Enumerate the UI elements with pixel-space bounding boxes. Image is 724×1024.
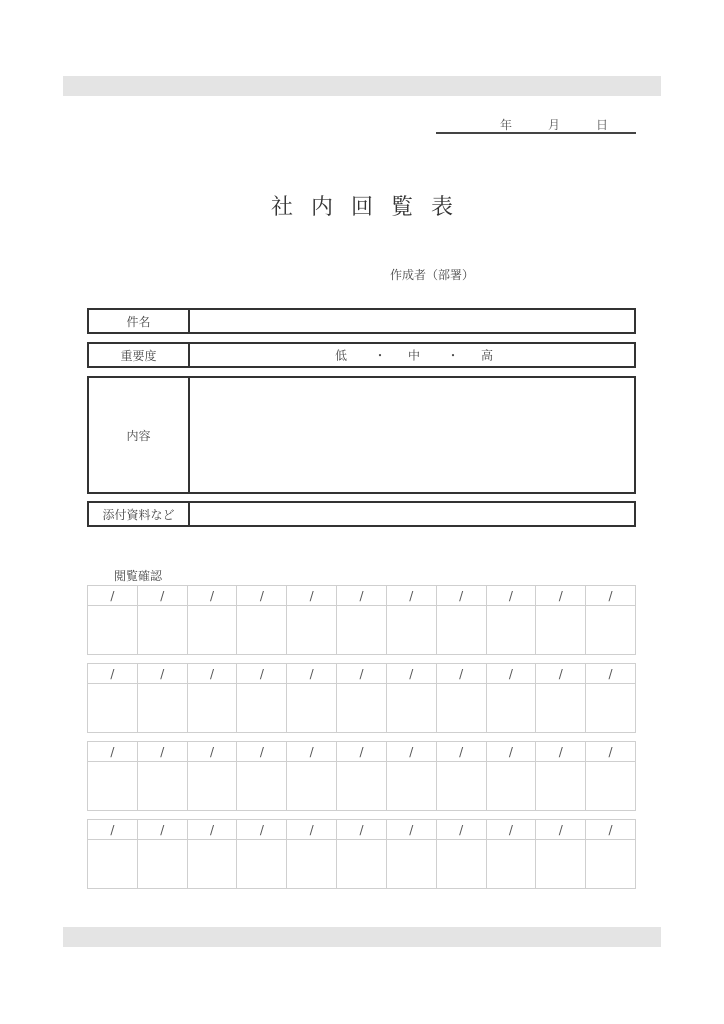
- review-date-cell[interactable]: /: [138, 586, 188, 605]
- review-sign-cell[interactable]: [88, 762, 138, 810]
- date-field[interactable]: [436, 113, 636, 134]
- review-sign-cell[interactable]: [188, 840, 238, 888]
- review-date-cell[interactable]: /: [536, 586, 586, 605]
- content-label: 内容: [89, 378, 190, 492]
- review-date-cell[interactable]: /: [337, 742, 387, 761]
- footer-band: [63, 927, 661, 947]
- attachments-label: 添付資料など: [89, 503, 190, 525]
- content-field[interactable]: [190, 378, 634, 492]
- review-sign-cell[interactable]: [536, 762, 586, 810]
- review-sign-cell[interactable]: [487, 840, 537, 888]
- review-block: [87, 585, 636, 655]
- author-label: 作成者（部署）: [390, 268, 475, 282]
- review-date-row: [88, 664, 635, 684]
- review-date-cell[interactable]: /: [608, 588, 613, 603]
- content-row: [87, 376, 636, 494]
- review-sign-cell[interactable]: [138, 840, 188, 888]
- review-sign-cell[interactable]: [437, 684, 487, 732]
- review-sign-cell[interactable]: [437, 606, 487, 654]
- review-sign-cell[interactable]: [88, 684, 138, 732]
- review-date-cell[interactable]: /: [337, 586, 387, 605]
- review-date-cell[interactable]: /: [138, 742, 188, 761]
- year-label: 年: [500, 118, 513, 132]
- review-date-cell[interactable]: /: [188, 820, 238, 839]
- review-sign-row: [88, 606, 635, 654]
- review-date-cell[interactable]: /: [487, 820, 537, 839]
- review-date-cell[interactable]: /: [608, 744, 613, 759]
- review-sign-cell[interactable]: [188, 606, 238, 654]
- review-sign-cell[interactable]: [237, 606, 287, 654]
- review-date-cell[interactable]: /: [487, 664, 537, 683]
- review-date-cell[interactable]: /: [337, 664, 387, 683]
- review-date-cell[interactable]: /: [387, 586, 437, 605]
- review-date-cell[interactable]: /: [88, 664, 138, 683]
- review-date-cell[interactable]: /: [387, 742, 437, 761]
- header-band: [63, 76, 661, 96]
- subject-field[interactable]: [190, 310, 634, 332]
- review-sign-cell[interactable]: [387, 606, 437, 654]
- page-title: 社内回覧表: [270, 195, 471, 220]
- review-sign-cell[interactable]: [88, 606, 138, 654]
- review-date-cell[interactable]: /: [387, 664, 437, 683]
- review-date-cell[interactable]: /: [188, 742, 238, 761]
- review-sign-cell[interactable]: [237, 684, 287, 732]
- review-sign-cell[interactable]: [536, 684, 586, 732]
- review-sign-cell[interactable]: [487, 606, 537, 654]
- priority-separator: ・: [447, 348, 460, 363]
- review-date-cell[interactable]: /: [536, 664, 586, 683]
- review-sign-cell[interactable]: [337, 840, 387, 888]
- review-sign-cell[interactable]: [237, 840, 287, 888]
- review-sign-cell[interactable]: [138, 606, 188, 654]
- review-sign-row: [88, 684, 635, 732]
- review-date-cell[interactable]: /: [188, 586, 238, 605]
- review-sign-cell[interactable]: [586, 762, 635, 810]
- review-sign-cell[interactable]: [287, 762, 337, 810]
- review-sign-cell[interactable]: [536, 840, 586, 888]
- review-date-cell[interactable]: /: [437, 664, 487, 683]
- review-date-cell[interactable]: /: [138, 664, 188, 683]
- priority-medium[interactable]: 中: [408, 348, 421, 363]
- review-date-cell[interactable]: /: [608, 666, 613, 681]
- priority-label: 重要度: [89, 344, 190, 366]
- review-date-cell[interactable]: /: [387, 820, 437, 839]
- review-date-cell[interactable]: /: [536, 742, 586, 761]
- review-sign-cell[interactable]: [337, 762, 387, 810]
- review-sign-cell[interactable]: [287, 684, 337, 732]
- review-sign-cell[interactable]: [287, 840, 337, 888]
- review-date-cell[interactable]: /: [437, 742, 487, 761]
- priority-row: [87, 342, 636, 368]
- review-block: [87, 663, 636, 733]
- review-sign-cell[interactable]: [536, 606, 586, 654]
- review-sign-row: [88, 840, 635, 888]
- review-date-cell[interactable]: /: [88, 820, 138, 839]
- priority-field[interactable]: [190, 344, 634, 366]
- subject-label: 件名: [89, 310, 190, 332]
- month-label: 月: [548, 118, 561, 132]
- review-date-cell[interactable]: /: [437, 586, 487, 605]
- review-sign-cell[interactable]: [487, 684, 537, 732]
- review-date-cell[interactable]: /: [608, 822, 613, 837]
- review-date-cell[interactable]: /: [287, 586, 337, 605]
- review-sign-cell[interactable]: [188, 762, 238, 810]
- review-sign-cell[interactable]: [287, 606, 337, 654]
- review-sign-row: [88, 762, 635, 810]
- review-sign-cell[interactable]: [387, 762, 437, 810]
- review-date-cell[interactable]: /: [138, 820, 188, 839]
- review-date-row: [88, 586, 635, 606]
- review-sign-cell[interactable]: [237, 762, 287, 810]
- review-grid: [87, 585, 636, 889]
- review-sign-cell[interactable]: [586, 606, 635, 654]
- review-date-cell[interactable]: /: [287, 664, 337, 683]
- review-date-cell[interactable]: /: [88, 586, 138, 605]
- review-date-cell[interactable]: /: [237, 586, 287, 605]
- review-date-cell[interactable]: /: [337, 820, 387, 839]
- review-date-cell[interactable]: /: [237, 742, 287, 761]
- review-sign-cell[interactable]: [387, 684, 437, 732]
- review-label: 閲覧確認: [114, 569, 163, 583]
- review-sign-cell[interactable]: [188, 684, 238, 732]
- review-date-row: [88, 820, 635, 840]
- review-date-cell[interactable]: /: [487, 742, 537, 761]
- review-date-cell[interactable]: /: [237, 664, 287, 683]
- priority-separator: ・: [374, 348, 387, 363]
- day-label: 日: [596, 118, 609, 132]
- review-block: [87, 819, 636, 889]
- review-sign-cell[interactable]: [337, 684, 387, 732]
- subject-row: [87, 308, 636, 334]
- review-date-cell[interactable]: /: [487, 586, 537, 605]
- attachments-row: [87, 501, 636, 527]
- review-sign-cell[interactable]: [387, 840, 437, 888]
- review-block: [87, 741, 636, 811]
- review-date-cell[interactable]: /: [287, 820, 337, 839]
- review-date-cell[interactable]: /: [536, 820, 586, 839]
- review-date-cell[interactable]: /: [437, 820, 487, 839]
- priority-low[interactable]: 低: [335, 348, 348, 363]
- review-date-cell[interactable]: /: [88, 742, 138, 761]
- review-sign-cell[interactable]: [487, 762, 537, 810]
- review-sign-cell[interactable]: [138, 762, 188, 810]
- review-sign-cell[interactable]: [586, 684, 635, 732]
- review-sign-cell[interactable]: [88, 840, 138, 888]
- review-sign-cell[interactable]: [586, 840, 635, 888]
- review-sign-cell[interactable]: [437, 762, 487, 810]
- review-sign-cell[interactable]: [437, 840, 487, 888]
- review-date-row: [88, 742, 635, 762]
- review-sign-cell[interactable]: [138, 684, 188, 732]
- review-sign-cell[interactable]: [337, 606, 387, 654]
- review-date-cell[interactable]: /: [287, 742, 337, 761]
- review-date-cell[interactable]: /: [188, 664, 238, 683]
- review-date-cell[interactable]: /: [237, 820, 287, 839]
- attachments-field[interactable]: [190, 503, 634, 525]
- priority-high[interactable]: 高: [481, 348, 494, 363]
